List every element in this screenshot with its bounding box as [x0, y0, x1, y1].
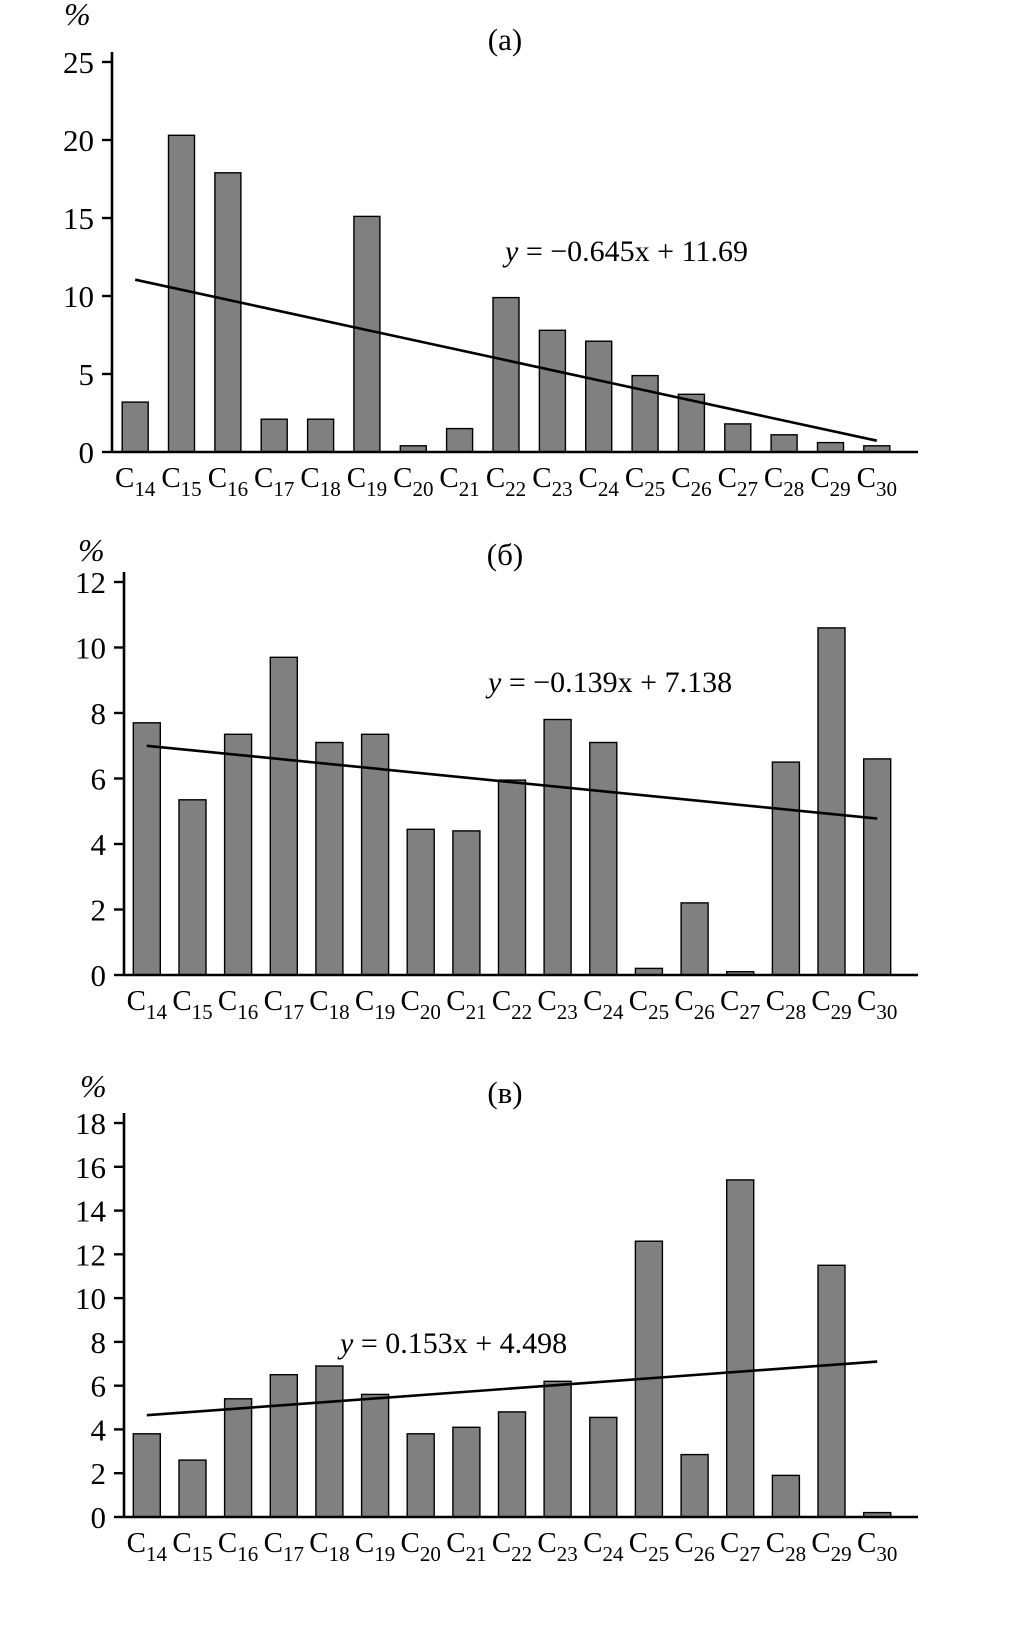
- x-category-label-C27: $C_{27}$: [717, 462, 758, 501]
- y-axis-label-v: %: [80, 1068, 107, 1104]
- y-tick-label: 8: [90, 696, 106, 731]
- x-category-label-C23: $C_{23}$: [532, 462, 573, 501]
- bar-C24: [590, 743, 617, 976]
- plot-area-b: [0, 520, 1010, 1065]
- x-category-label-C18: $C_{18}$: [309, 1527, 350, 1566]
- bar-C19: [362, 1394, 389, 1517]
- bar-C27: [727, 1180, 754, 1517]
- bar-C28: [771, 435, 797, 452]
- y-tick-label: 15: [63, 201, 94, 236]
- x-category-label-C22: $C_{22}$: [491, 985, 533, 1024]
- bar-C15: [169, 135, 195, 452]
- x-category-label-C15: $C_{15}$: [161, 462, 202, 501]
- bar-C17: [270, 1375, 297, 1517]
- y-tick-label: 4: [90, 1412, 106, 1448]
- plot-area-v: [0, 1065, 1010, 1633]
- bar-C27: [725, 424, 751, 452]
- y-tick-label: 5: [78, 357, 94, 392]
- x-category-label-C14: $C_{14}$: [115, 462, 156, 501]
- x-category-label-C21: $C_{21}$: [439, 462, 480, 501]
- bar-C17: [261, 419, 287, 452]
- bar-C29: [818, 1265, 845, 1517]
- y-tick-label: 10: [75, 1281, 106, 1317]
- x-category-label-C18: $C_{18}$: [309, 985, 350, 1024]
- x-category-label-C15: $C_{15}$: [172, 1527, 213, 1566]
- x-category-label-C29: $C_{29}$: [811, 985, 852, 1024]
- bar-C18: [308, 419, 334, 452]
- bar-C24: [586, 341, 612, 452]
- x-category-label-C26: $C_{26}$: [671, 462, 712, 501]
- equation-variable-a: y: [505, 235, 519, 268]
- x-category-label-C20: $C_{20}$: [393, 462, 434, 501]
- bar-C26: [681, 1455, 708, 1517]
- y-tick-label: 0: [90, 958, 106, 993]
- x-category-label-C25: $C_{25}$: [624, 462, 666, 501]
- bar-C20: [407, 829, 434, 975]
- chart-panel-a: [0, 0, 1010, 520]
- bar-C22: [493, 298, 519, 452]
- bar-C16: [225, 734, 252, 975]
- bar-C16: [225, 1399, 252, 1517]
- bar-C15: [179, 1460, 206, 1517]
- x-category-label-C17: $C_{17}$: [263, 1527, 304, 1566]
- y-tick-label: 16: [75, 1149, 106, 1185]
- panel-title-a: (a): [487, 22, 523, 57]
- bar-C18: [316, 1366, 343, 1517]
- bar-C15: [179, 800, 206, 975]
- panel-title-v: (в): [487, 1075, 523, 1110]
- panel-title-b: (б): [486, 537, 524, 572]
- x-category-label-C21: $C_{21}$: [446, 1527, 487, 1566]
- bar-C17: [270, 657, 297, 975]
- bar-C18: [316, 743, 343, 976]
- bar-C14: [133, 1434, 160, 1517]
- y-tick-label: 6: [90, 761, 106, 797]
- bar-C28: [772, 762, 799, 975]
- x-category-label-C24: $C_{24}$: [583, 985, 624, 1024]
- x-category-label-C18: $C_{18}$: [300, 462, 341, 501]
- bar-C20: [407, 1434, 434, 1517]
- x-category-label-C28: $C_{28}$: [763, 462, 805, 501]
- bar-C21: [453, 1427, 480, 1517]
- y-tick-label: 18: [75, 1106, 106, 1141]
- x-category-label-C17: $C_{17}$: [254, 462, 295, 501]
- bar-C16: [215, 173, 241, 452]
- equation-variable-v: y: [340, 1327, 354, 1360]
- x-category-label-C24: $C_{24}$: [578, 462, 619, 501]
- plot-area-a: [0, 0, 1010, 520]
- x-category-label-C30: $C_{30}$: [856, 462, 897, 501]
- bar-C21: [453, 831, 480, 975]
- y-tick-label: 10: [75, 630, 106, 666]
- equation-body-b: = −0.139x + 7.138: [501, 666, 733, 699]
- y-tick-label: 2: [90, 1456, 106, 1492]
- bar-C26: [681, 903, 708, 975]
- bar-C28: [772, 1475, 799, 1517]
- x-category-label-C25: $C_{25}$: [628, 985, 670, 1024]
- bar-C21: [447, 429, 473, 452]
- x-category-label-C26: $C_{26}$: [674, 1527, 715, 1566]
- bar-C14: [133, 723, 160, 975]
- x-category-label-C23: $C_{23}$: [537, 985, 578, 1024]
- y-tick-label: 12: [75, 565, 106, 600]
- x-category-label-C24: $C_{24}$: [583, 1527, 624, 1566]
- x-category-label-C16: $C_{16}$: [217, 1527, 259, 1566]
- y-tick-label: 4: [90, 827, 106, 862]
- x-category-label-C22: $C_{22}$: [485, 462, 527, 501]
- bar-C24: [590, 1417, 617, 1517]
- x-category-label-C27: $C_{27}$: [720, 985, 761, 1024]
- equation-body-v: = 0.153x + 4.498: [353, 1327, 568, 1360]
- x-category-label-C19: $C_{19}$: [354, 985, 396, 1024]
- equation-body-a: = −0.645x + 11.69: [518, 235, 748, 268]
- bar-C23: [539, 330, 565, 452]
- y-tick-label: 8: [90, 1324, 106, 1360]
- x-category-label-C14: $C_{14}$: [126, 1527, 167, 1566]
- chart-panel-v: [0, 1065, 1010, 1633]
- x-category-label-C16: $C_{16}$: [217, 985, 259, 1024]
- x-category-label-C20: $C_{20}$: [400, 1527, 441, 1566]
- bar-C14: [122, 402, 148, 452]
- x-category-label-C26: $C_{26}$: [674, 985, 715, 1024]
- x-category-label-C28: $C_{28}$: [765, 985, 807, 1024]
- bar-C22: [499, 780, 526, 975]
- bar-C23: [544, 1381, 571, 1517]
- x-category-label-C14: $C_{14}$: [126, 985, 167, 1024]
- bar-C22: [499, 1412, 526, 1517]
- y-tick-label: 14: [75, 1193, 106, 1229]
- y-tick-label: 2: [90, 892, 106, 928]
- trendline: [147, 1362, 877, 1416]
- x-category-label-C29: $C_{29}$: [811, 1527, 852, 1566]
- x-category-label-C23: $C_{23}$: [537, 1527, 578, 1566]
- x-category-label-C27: $C_{27}$: [720, 1527, 761, 1566]
- bar-C23: [544, 720, 571, 976]
- y-tick-label: 6: [90, 1368, 106, 1404]
- y-tick-label: 12: [75, 1237, 106, 1273]
- x-category-label-C16: $C_{16}$: [207, 462, 249, 501]
- x-category-label-C30: $C_{30}$: [857, 1527, 898, 1566]
- x-category-label-C25: $C_{25}$: [628, 1527, 670, 1566]
- equation-variable-b: y: [488, 666, 502, 699]
- bar-C29: [818, 628, 845, 975]
- x-category-label-C29: $C_{29}$: [810, 462, 851, 501]
- y-tick-label: 25: [63, 45, 94, 80]
- chart-panel-b: [0, 520, 1010, 1065]
- x-category-label-C20: $C_{20}$: [400, 985, 441, 1024]
- x-category-label-C30: $C_{30}$: [857, 985, 898, 1024]
- bar-C25: [632, 376, 658, 452]
- x-category-label-C15: $C_{15}$: [172, 985, 213, 1024]
- x-category-label-C28: $C_{28}$: [765, 1527, 807, 1566]
- y-tick-label: 0: [78, 435, 94, 470]
- x-category-label-C19: $C_{19}$: [354, 1527, 396, 1566]
- bar-C19: [354, 216, 380, 452]
- x-category-label-C21: $C_{21}$: [446, 985, 487, 1024]
- bar-C29: [818, 443, 844, 452]
- y-axis-label-a: %: [64, 0, 91, 32]
- y-tick-label: 10: [63, 279, 94, 314]
- y-axis-label-b: %: [78, 532, 105, 568]
- bar-C30: [864, 759, 891, 975]
- x-category-label-C17: $C_{17}$: [263, 985, 304, 1024]
- y-tick-label: 20: [63, 123, 94, 158]
- y-tick-label: 0: [90, 1500, 106, 1535]
- x-category-label-C22: $C_{22}$: [491, 1527, 533, 1566]
- x-category-label-C19: $C_{19}$: [346, 462, 388, 501]
